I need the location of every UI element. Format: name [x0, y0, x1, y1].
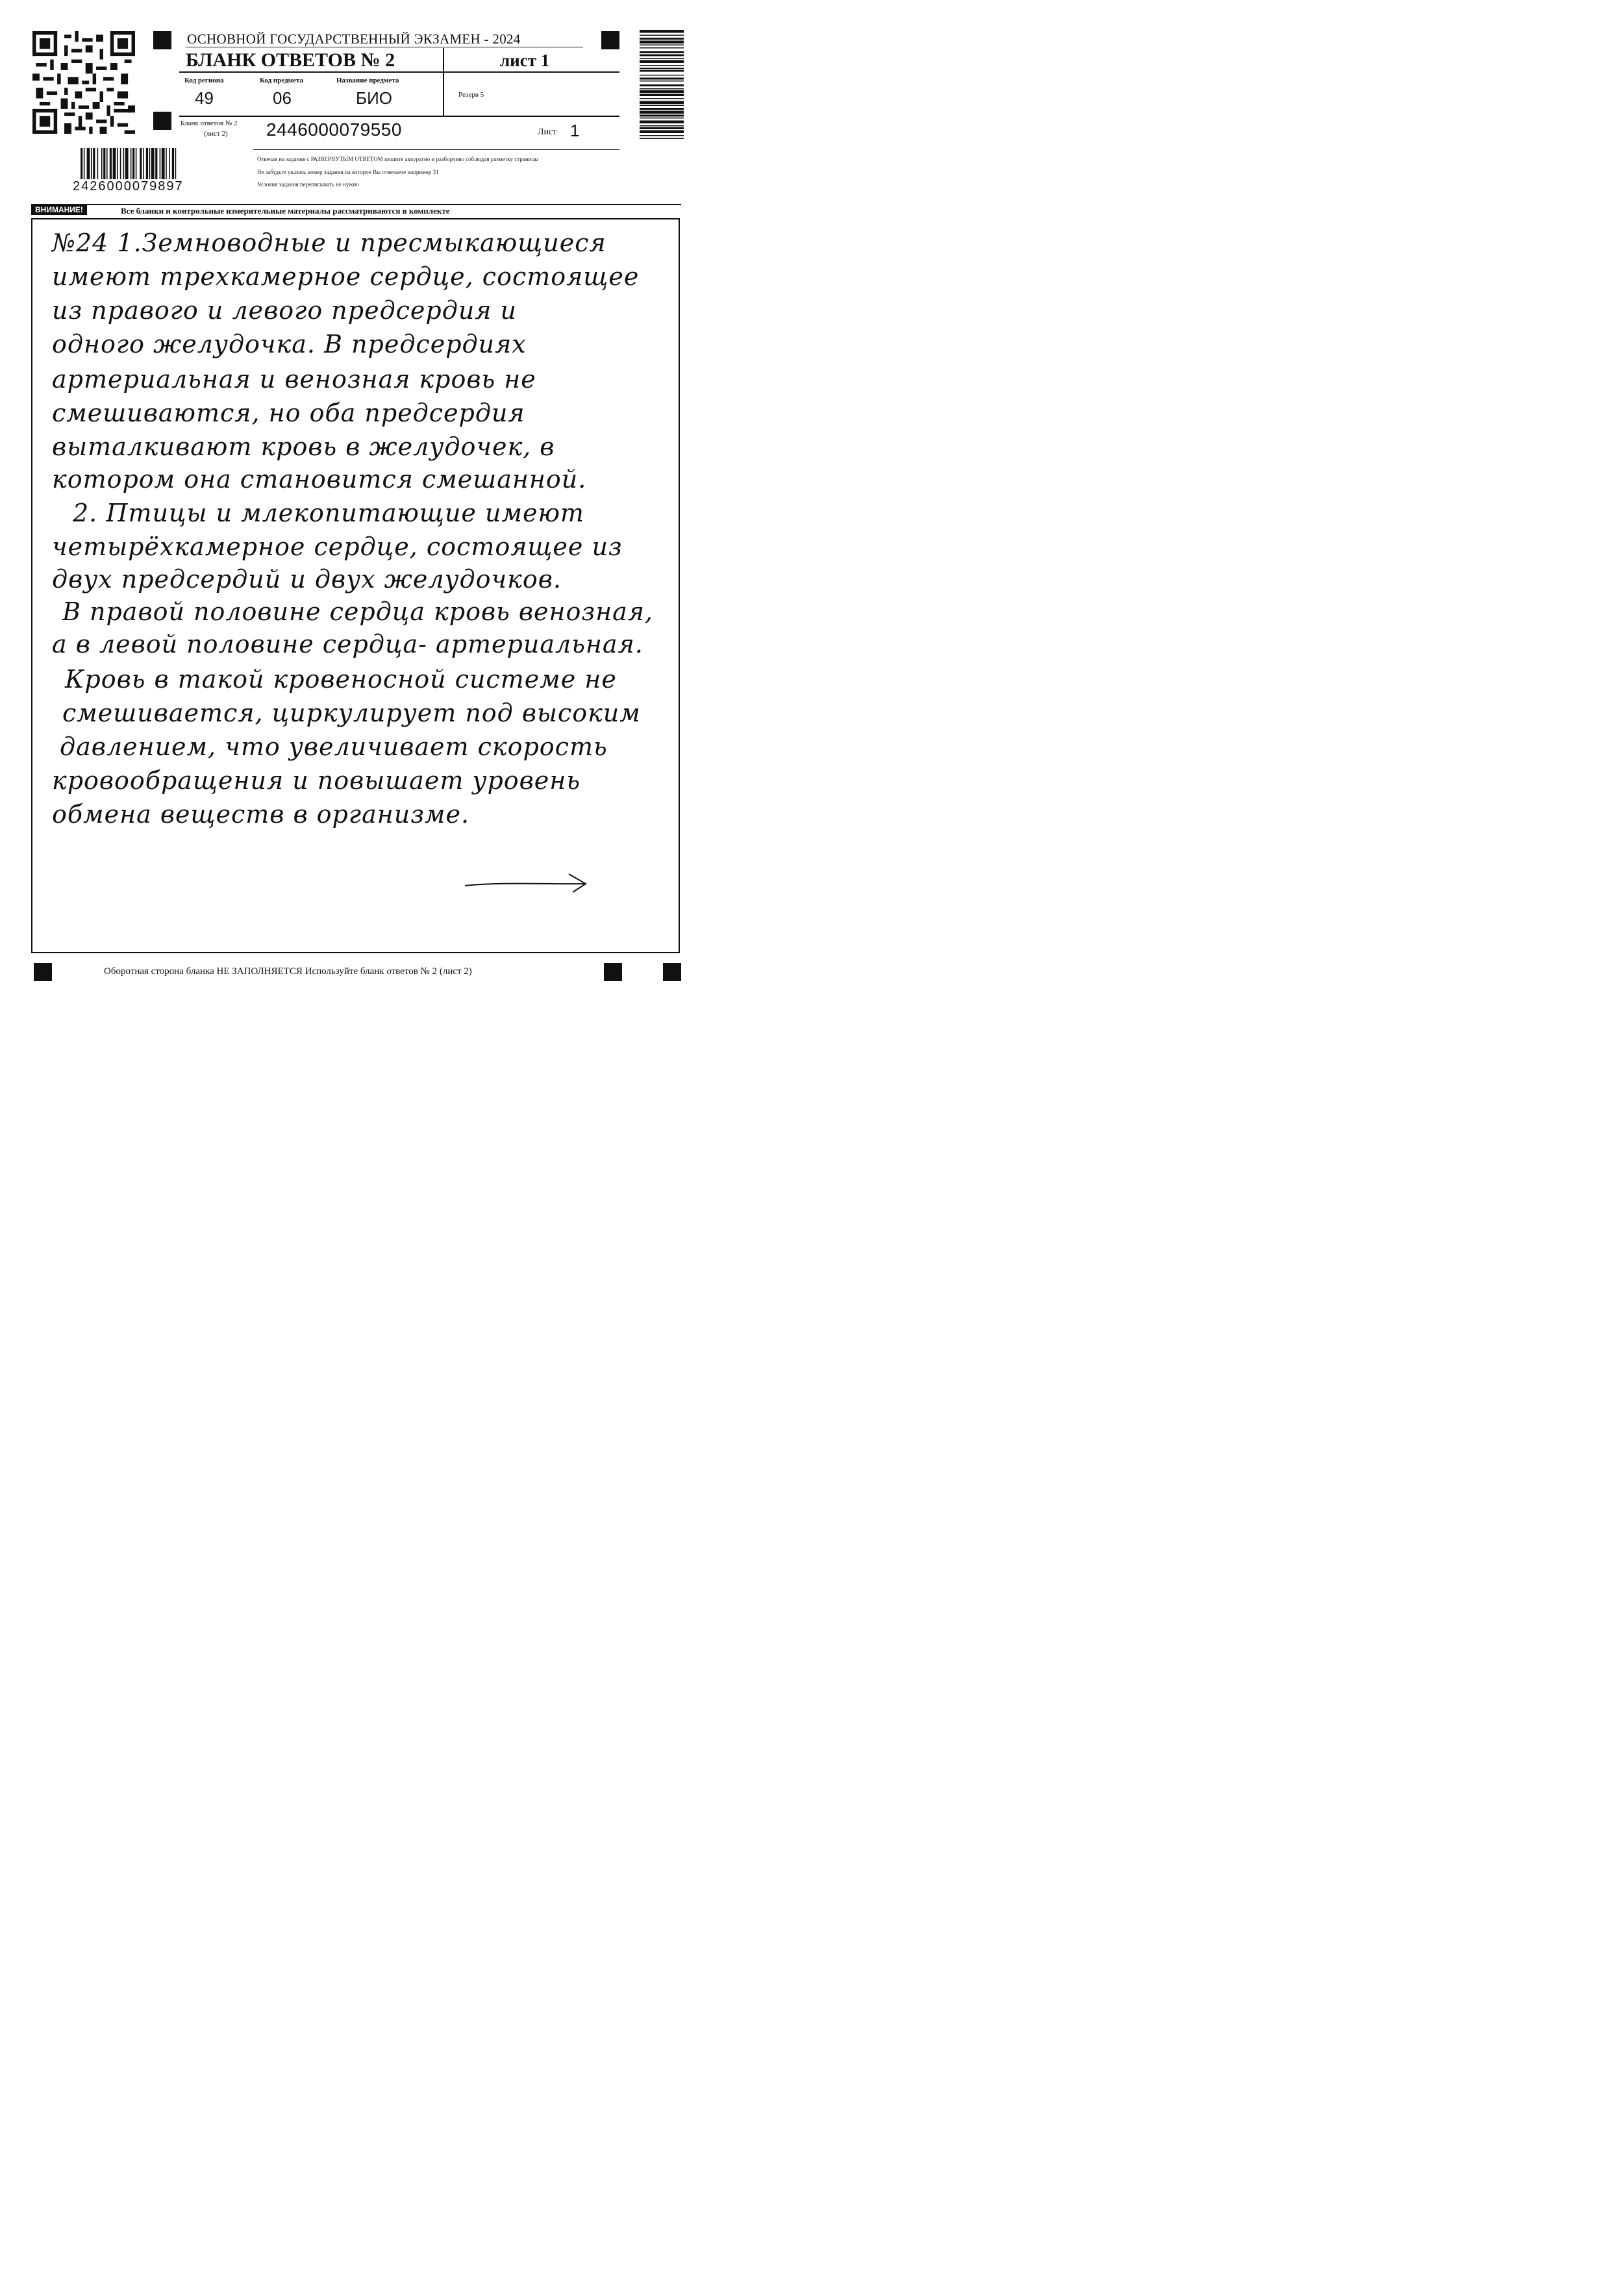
- answer-line-7: выталкивают кровь в желудочек, в: [52, 432, 555, 461]
- region-value: 49: [195, 88, 214, 108]
- instruction-line-3: Условия задания переписывать не нужно: [257, 181, 359, 188]
- reserve-label: Резерв 5: [458, 91, 484, 99]
- answer-line-17: кровообращения и повышает уровень: [52, 766, 581, 795]
- barcode-number: 2426000079897: [73, 179, 184, 194]
- instruction-line-1: Отвечая на задания с РАЗВЕРНУТЫМ ОТВЕТОМ пишите аккуратно и разборчиво соблюдая разметку страницы: [257, 156, 539, 162]
- answer-line-1: №24 1.Земноводные и пресмыкающиеся: [52, 229, 606, 257]
- answer-line-14: Кровь в такой кровеносной системе не: [65, 665, 617, 694]
- header-divider: [443, 48, 444, 116]
- answer-line-2: имеют трехкамерное сердце, состоящее: [52, 262, 640, 291]
- registration-mark-bottom-right: [663, 963, 681, 981]
- answer-line-9: 2. Птицы и млекопитающие имеют: [73, 499, 584, 527]
- header-rule-1: [179, 71, 619, 73]
- registration-mark-top-left: [153, 31, 171, 49]
- subject-name-value: БИО: [356, 88, 392, 108]
- notice-rule: [31, 204, 681, 205]
- footer-text: Оборотная сторона бланка НЕ ЗАПОЛНЯЕТСЯ Используйте бланк ответов № 2 (лист 2): [104, 966, 472, 977]
- answer-line-6: смешиваются, но оба предсердия: [52, 399, 525, 427]
- answer-line-3: из правого и левого предсердия и: [52, 296, 518, 325]
- registration-mark-bottom-left: [34, 963, 52, 981]
- form-ref-line1: Бланк ответов № 2: [181, 119, 238, 127]
- subject-name-label: Название предмета: [336, 77, 399, 84]
- barcode-icon: [81, 148, 234, 181]
- answer-line-16: давлением, что увеличивает скорость: [60, 732, 608, 761]
- answer-line-10: четырёхкамерное сердце, состоящее из: [52, 532, 623, 561]
- continue-arrow-icon: [462, 870, 590, 896]
- subject-code-value: 06: [273, 88, 292, 108]
- registration-mark-top-right: [601, 31, 619, 49]
- form-ref-line2: (лист 2): [204, 130, 228, 138]
- header-rule-2: [179, 116, 619, 117]
- sheet-number: 1: [570, 121, 580, 140]
- subject-code-label: Код предмета: [260, 77, 304, 84]
- form-number: 2446000079550: [266, 119, 402, 140]
- answer-line-11: двух предсердий и двух желудочков.: [52, 565, 562, 594]
- form-title: БЛАНК ОТВЕТОВ № 2: [186, 49, 395, 71]
- exam-title: ОСНОВНОЙ ГОСУДАРСТВЕННЫЙ ЭКЗАМЕН - 2024: [187, 31, 521, 47]
- instruction-line-2: Не забудьте указать номер задания на которое Вы отвечаете например 31: [257, 169, 439, 175]
- qr-code-icon: [32, 31, 135, 134]
- notice-badge: ВНИМАНИЕ!: [31, 205, 87, 215]
- sheet-label: лист 1: [500, 51, 550, 70]
- answer-line-5: артериальная и венозная кровь не: [52, 365, 536, 394]
- answer-line-12: В правой половине сердца кровь венозная,: [62, 597, 653, 626]
- header-rule-3: [253, 149, 619, 150]
- answer-line-18: обмена веществ в организме.: [52, 800, 470, 829]
- registration-mark-bottom-mid: [604, 963, 622, 981]
- region-label: Код региона: [184, 77, 224, 84]
- answer-line-15: смешивается, циркулирует под высоким: [62, 699, 641, 727]
- registration-mark-mid-left: [153, 112, 171, 130]
- answer-line-13: а в левой половине сердца- артериальная.: [52, 630, 643, 658]
- sheet-word: Лист: [538, 127, 557, 137]
- answer-line-8: котором она становится смешанной.: [52, 465, 587, 494]
- answer-line-4: одного желудочка. В предсердиях: [52, 330, 527, 358]
- notice-text: Все бланки и контрольные измерительные материалы рассматриваются в комплекте: [121, 206, 450, 216]
- side-barcode-icon: [640, 30, 684, 200]
